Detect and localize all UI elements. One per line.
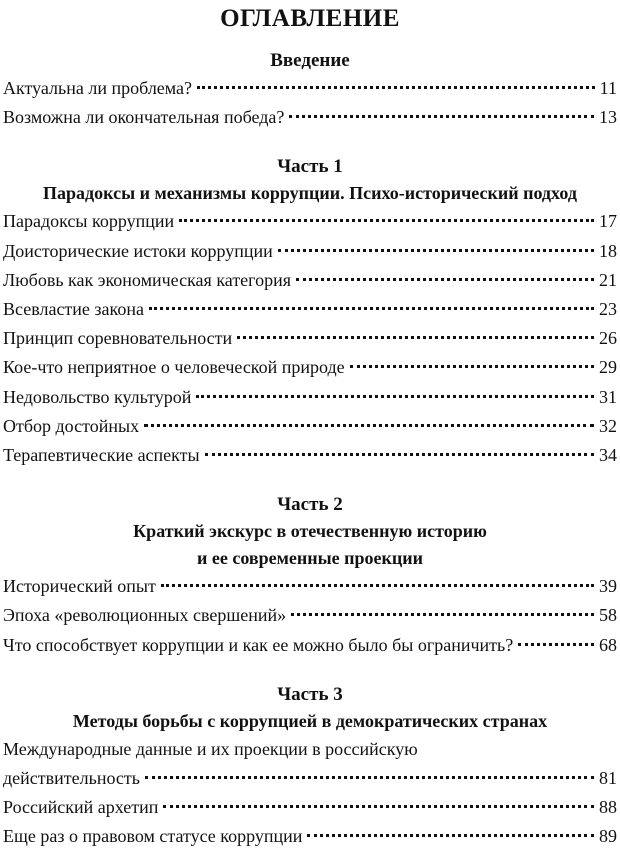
toc-entry[interactable]: [3, 103, 617, 132]
entry-title-line1: Международные данные и их проекции в российскую: [3, 738, 418, 759]
dot-leader: [518, 643, 594, 646]
entry-title: Любовь как экономическая категория: [3, 269, 292, 290]
entry-page: 88: [599, 797, 617, 818]
toc-entry[interactable]: [3, 822, 617, 851]
entry-title: Эпоха «революционных свершений»: [3, 605, 287, 626]
entry-page: 81: [599, 768, 617, 789]
dot-leader: [350, 365, 594, 368]
entry-title: Возможна ли окончательная победа?: [3, 107, 285, 128]
part1-heading: Часть 1: [277, 156, 343, 178]
dot-leader: [144, 424, 594, 427]
toc-entry[interactable]: [3, 793, 617, 822]
part3-heading: Часть 3: [277, 683, 343, 705]
part2-subtitle-line2: и ее современные проекции: [196, 548, 423, 569]
entry-page: 29: [599, 357, 617, 378]
entry-title: Исторический опыт: [3, 576, 156, 597]
entry-page: 11: [599, 78, 617, 98]
toc-entry[interactable]: [3, 237, 617, 266]
part1-subtitle: Парадоксы и механизмы коррупции. Психо-исторический подход: [43, 183, 577, 204]
dot-leader: [179, 219, 594, 222]
part2-subtitle-line1: Краткий экскурс в отечественную историю: [133, 521, 487, 542]
entry-title: Актуальна ли проблема?: [3, 78, 193, 98]
entry-page: 39: [599, 576, 617, 597]
toc-entry[interactable]: [3, 601, 617, 630]
toc-entry-multiline[interactable]: [3, 735, 617, 793]
part3-section: [3, 682, 617, 852]
dot-leader: [145, 776, 594, 779]
entry-page: 17: [599, 211, 617, 232]
entry-page: 68: [599, 634, 617, 655]
entry-title-line2: действительность: [3, 768, 140, 789]
entry-title: Отбор достойных: [3, 415, 140, 436]
entry-title: Что способствует коррупции и как ее можно было бы ограничить?: [3, 634, 514, 655]
entry-page: 21: [599, 269, 617, 290]
toc-entry[interactable]: [3, 412, 617, 441]
entry-page: 13: [599, 107, 617, 128]
entry-page: 26: [599, 328, 617, 349]
toc-entry[interactable]: [3, 295, 617, 324]
entry-page: 89: [599, 826, 617, 847]
entry-title: Парадоксы коррупции: [3, 211, 175, 232]
entry-title: Принцип соревновательности: [3, 328, 233, 349]
entry-title: Всевластие закона: [3, 299, 144, 320]
entry-page: 18: [599, 240, 617, 261]
dot-leader: [163, 805, 594, 808]
toc-entry[interactable]: [3, 74, 617, 103]
entry-title: Кое-что неприятное о человеческой природе: [3, 357, 345, 378]
entry-title: Российский архетип: [3, 797, 159, 818]
dot-leader: [205, 453, 594, 456]
toc-entry[interactable]: [3, 207, 617, 236]
toc-title: ОГЛАВЛЕНИЕ: [220, 5, 400, 32]
dot-leader: [196, 395, 594, 398]
dot-leader: [161, 584, 594, 587]
part1-section: [3, 154, 617, 470]
toc-entry[interactable]: [3, 383, 617, 412]
dot-leader: [149, 307, 594, 310]
dot-leader: [278, 249, 594, 252]
dot-leader: [296, 278, 594, 281]
toc-entry[interactable]: [3, 266, 617, 295]
entry-title: Еще раз о правовом статусе коррупции: [3, 826, 303, 847]
part3-subtitle: Методы борьбы с коррупцией в демократических странах: [72, 710, 548, 731]
toc-entry[interactable]: [3, 324, 617, 353]
entry-page: 32: [599, 415, 617, 436]
entry-title: Терапевтические аспекты: [3, 445, 200, 466]
part2-heading: Часть 2: [277, 494, 343, 516]
toc-entry[interactable]: [3, 572, 617, 601]
entry-title: Недовольство культурой: [3, 386, 192, 407]
dot-leader: [291, 613, 594, 616]
dot-leader: [289, 115, 594, 118]
entry-page: 31: [599, 386, 617, 407]
entry-page: 34: [599, 445, 617, 466]
toc-entry[interactable]: [3, 441, 617, 470]
entry-title: Доисторические истоки коррупции: [3, 240, 273, 261]
entry-page: 58: [599, 605, 617, 626]
dot-leader: [307, 834, 594, 837]
dot-leader: [197, 86, 595, 89]
intro-heading: Введение: [270, 50, 350, 71]
entry-page: 23: [599, 299, 617, 320]
dot-leader: [237, 336, 594, 339]
toc-entry[interactable]: [3, 353, 617, 382]
toc-entry[interactable]: [3, 631, 617, 660]
part2-section: [3, 492, 617, 660]
intro-section: [3, 48, 617, 132]
